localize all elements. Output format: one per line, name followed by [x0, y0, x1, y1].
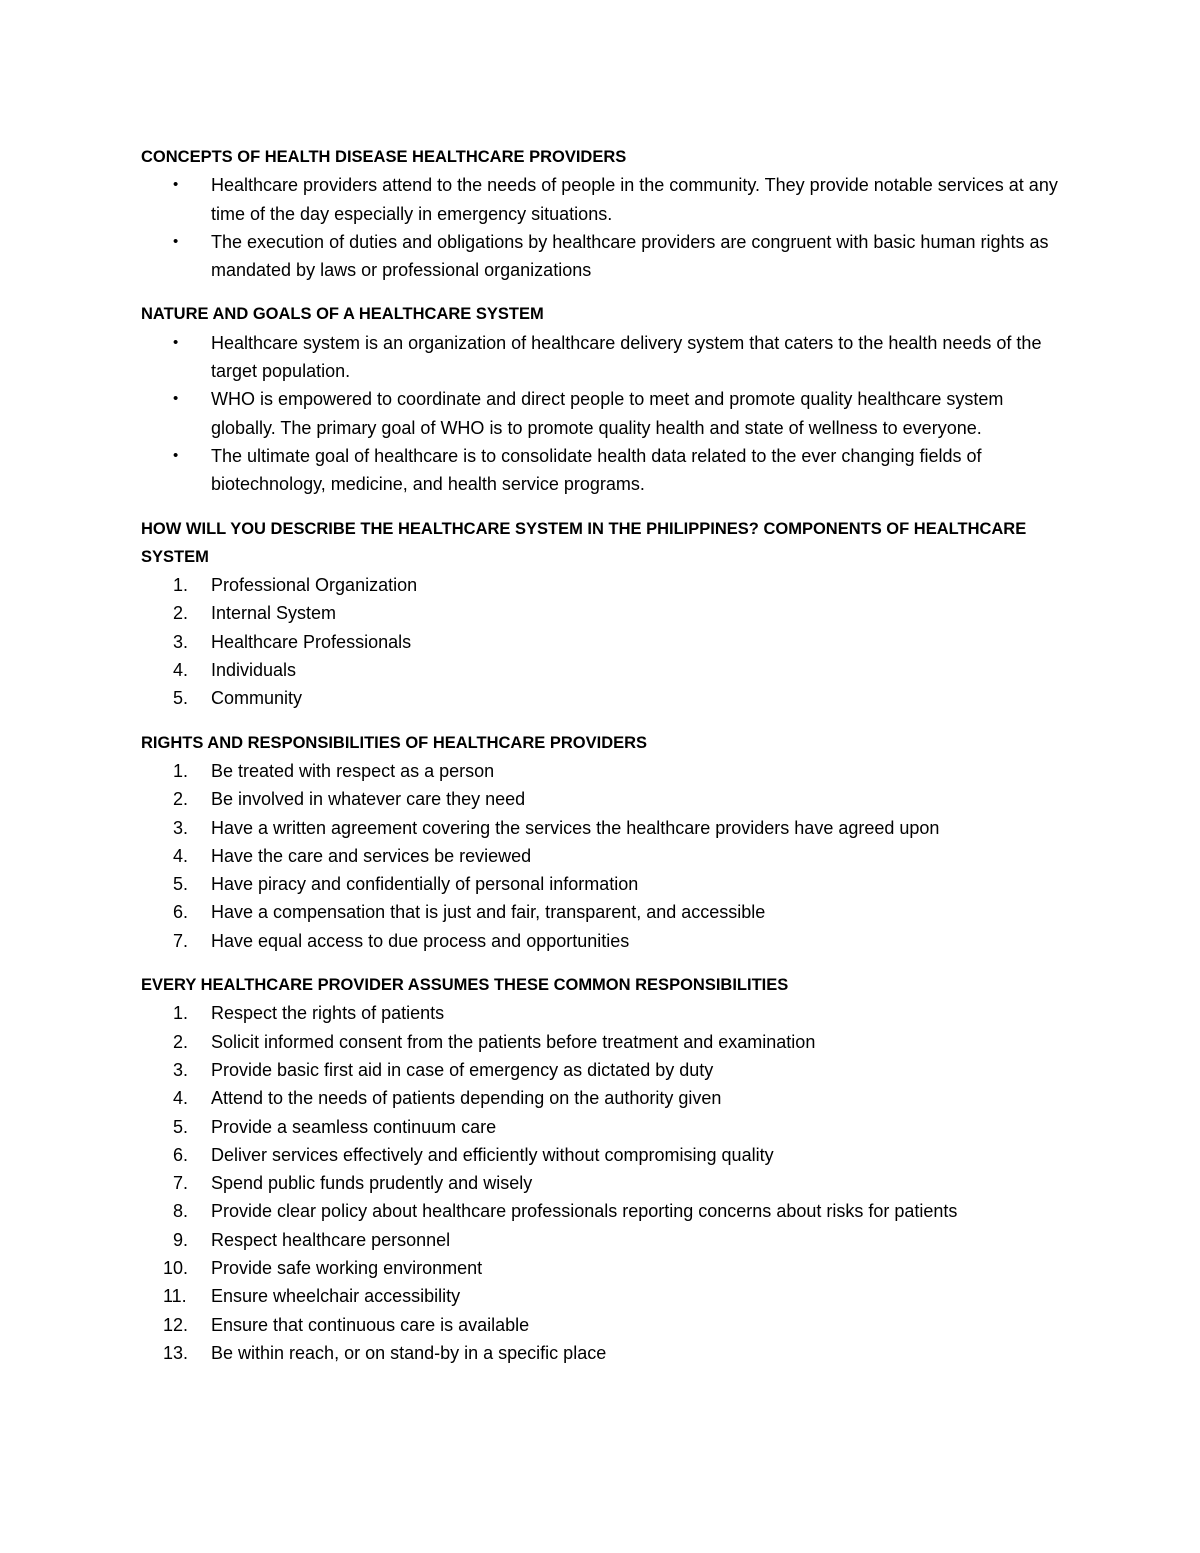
list-item — [141, 1226, 1061, 1254]
bullet-icon: • — [173, 446, 179, 464]
section-heading: HOW WILL YOU DESCRIBE THE HEALTHCARE SYSTEM IN THE PHILIPPINES? COMPONENTS OF HEALTHCARE SYSTEM — [141, 519, 1027, 566]
bullet-list — [141, 171, 1061, 284]
list-number: 6. — [173, 902, 189, 923]
list-item-text: Attend to the needs of patients depending on the authority given — [211, 1088, 722, 1109]
section-heading: NATURE AND GOALS OF A HEALTHCARE SYSTEM — [141, 305, 544, 324]
list-item-text: Have the care and services be reviewed — [211, 845, 532, 866]
section-heading: EVERY HEALTHCARE PROVIDER ASSUMES THESE COMMON RESPONSIBILITIES — [141, 976, 789, 995]
list-number: 12. — [163, 1314, 189, 1335]
list-item-text: Professional Organization — [211, 575, 418, 596]
list-item — [141, 1056, 1061, 1084]
section-heading: CONCEPTS OF HEALTH DISEASE HEALTHCARE PROVIDERS — [141, 148, 627, 166]
list-item-text: The ultimate goal of healthcare is to consolidate health data related to the ever changing fields of biotechnology, medicine, and health service programs. — [211, 445, 982, 495]
list-item — [141, 684, 1061, 712]
list-number: 2. — [173, 603, 189, 624]
document-page — [141, 143, 1061, 1383]
list-item-text: Provide clear policy about healthcare professionals reporting concerns about risks for patients — [211, 1201, 958, 1222]
list-item — [141, 385, 1061, 442]
list-item — [141, 1028, 1061, 1056]
list-item — [141, 628, 1061, 656]
list-item — [141, 1197, 1061, 1225]
list-item — [141, 842, 1061, 870]
list-number: 1. — [173, 1003, 189, 1024]
list-number: 5. — [173, 1116, 189, 1137]
list-item — [141, 1113, 1061, 1141]
list-item — [141, 656, 1061, 684]
list-item — [141, 927, 1061, 955]
list-number: 7. — [173, 1173, 189, 1194]
list-item-text: Deliver services effectively and efficiently without compromising quality — [211, 1144, 774, 1165]
list-item — [141, 329, 1061, 386]
list-item-text: Ensure wheelchair accessibility — [211, 1286, 461, 1307]
bullet-list — [141, 329, 1061, 499]
bullet-icon: • — [173, 333, 179, 351]
list-number: 6. — [173, 1144, 189, 1165]
list-item-text: Be involved in whatever care they need — [211, 789, 526, 810]
list-item — [141, 1282, 1061, 1310]
list-item-text: Spend public funds prudently and wisely — [211, 1173, 533, 1194]
list-item-text: Provide a seamless continuum care — [211, 1116, 497, 1137]
list-item — [141, 442, 1061, 499]
list-number: 2. — [173, 789, 189, 810]
list-item-text: Community — [211, 688, 303, 709]
document-section — [141, 971, 1061, 1367]
list-item-text: Provide basic first aid in case of emergency as dictated by duty — [211, 1059, 714, 1080]
list-item — [141, 1254, 1061, 1282]
section-heading: RIGHTS AND RESPONSIBILITIES OF HEALTHCARE PROVIDERS — [141, 733, 648, 752]
list-item-text: Respect the rights of patients — [211, 1003, 445, 1024]
list-number: 5. — [173, 688, 189, 709]
list-item — [141, 870, 1061, 898]
list-item — [141, 999, 1061, 1027]
list-number: 3. — [173, 631, 189, 652]
list-item-text: Be within reach, or on stand-by in a specific place — [211, 1342, 607, 1363]
list-number: 5. — [173, 874, 189, 895]
list-item — [141, 571, 1061, 599]
list-number: 9. — [173, 1229, 189, 1250]
document-section — [141, 143, 1061, 284]
list-item-text: Provide safe working environment — [211, 1257, 483, 1278]
bullet-icon: • — [173, 390, 179, 408]
list-number: 8. — [173, 1201, 189, 1222]
list-item-text: Healthcare system is an organization of healthcare delivery system that caters to the health needs of the target population. — [211, 332, 1042, 382]
list-number: 4. — [173, 660, 189, 681]
list-number: 3. — [173, 1059, 189, 1080]
list-item-text: Healthcare providers attend to the needs of people in the community. They provide notable services at any time of the day especially in emergency situations. — [211, 175, 1058, 224]
list-item-text: Internal System — [211, 603, 337, 624]
list-item-text: WHO is empowered to coordinate and direct people to meet and promote quality healthcare system globally. The primary goal of WHO is to promote quality health and state of wellness to everyone. — [211, 389, 1004, 438]
document-section — [141, 729, 1061, 955]
list-item — [141, 228, 1061, 285]
document-section — [141, 300, 1061, 498]
list-item — [141, 898, 1061, 926]
numbered-list — [141, 757, 1061, 955]
list-item-text: Have a compensation that is just and fair, transparent, and accessible — [211, 902, 766, 923]
bullet-icon: • — [173, 232, 179, 250]
list-number: 7. — [173, 930, 189, 951]
list-item-text: Respect healthcare personnel — [211, 1229, 451, 1250]
list-item — [141, 1084, 1061, 1112]
numbered-list — [141, 571, 1061, 712]
numbered-list — [141, 999, 1061, 1367]
list-number: 10. — [163, 1257, 189, 1278]
document-section — [141, 515, 1061, 713]
list-number: 13. — [163, 1342, 189, 1363]
list-item-text: Solicit informed consent from the patients before treatment and examination — [211, 1031, 816, 1052]
list-number: 11. — [163, 1286, 187, 1307]
list-item — [141, 1311, 1061, 1339]
list-item — [141, 1169, 1061, 1197]
list-number: 4. — [173, 1088, 189, 1109]
list-item-text: Be treated with respect as a person — [211, 760, 495, 781]
list-item — [141, 785, 1061, 813]
list-number: 3. — [173, 817, 189, 838]
list-number: 1. — [173, 575, 189, 596]
list-item — [141, 171, 1061, 228]
list-item-text: The execution of duties and obligations by healthcare providers are congruent with basic human rights as mandated by laws or professional organizations — [211, 231, 1049, 281]
list-number: 1. — [173, 760, 189, 781]
list-item — [141, 1141, 1061, 1169]
list-item-text: Have a written agreement covering the services the healthcare providers have agreed upon — [211, 817, 940, 838]
list-item — [141, 757, 1061, 785]
list-number: 4. — [173, 845, 189, 866]
list-number: 2. — [173, 1031, 189, 1052]
list-item-text: Healthcare Professionals — [211, 631, 412, 652]
list-item — [141, 599, 1061, 627]
list-item — [141, 814, 1061, 842]
list-item-text: Ensure that continuous care is available — [211, 1314, 530, 1335]
list-item — [141, 1339, 1061, 1367]
list-item-text: Have equal access to due process and opportunities — [211, 930, 630, 951]
bullet-icon: • — [173, 176, 179, 194]
list-item-text: Individuals — [211, 660, 297, 681]
list-item-text: Have piracy and confidentially of personal information — [211, 874, 639, 895]
